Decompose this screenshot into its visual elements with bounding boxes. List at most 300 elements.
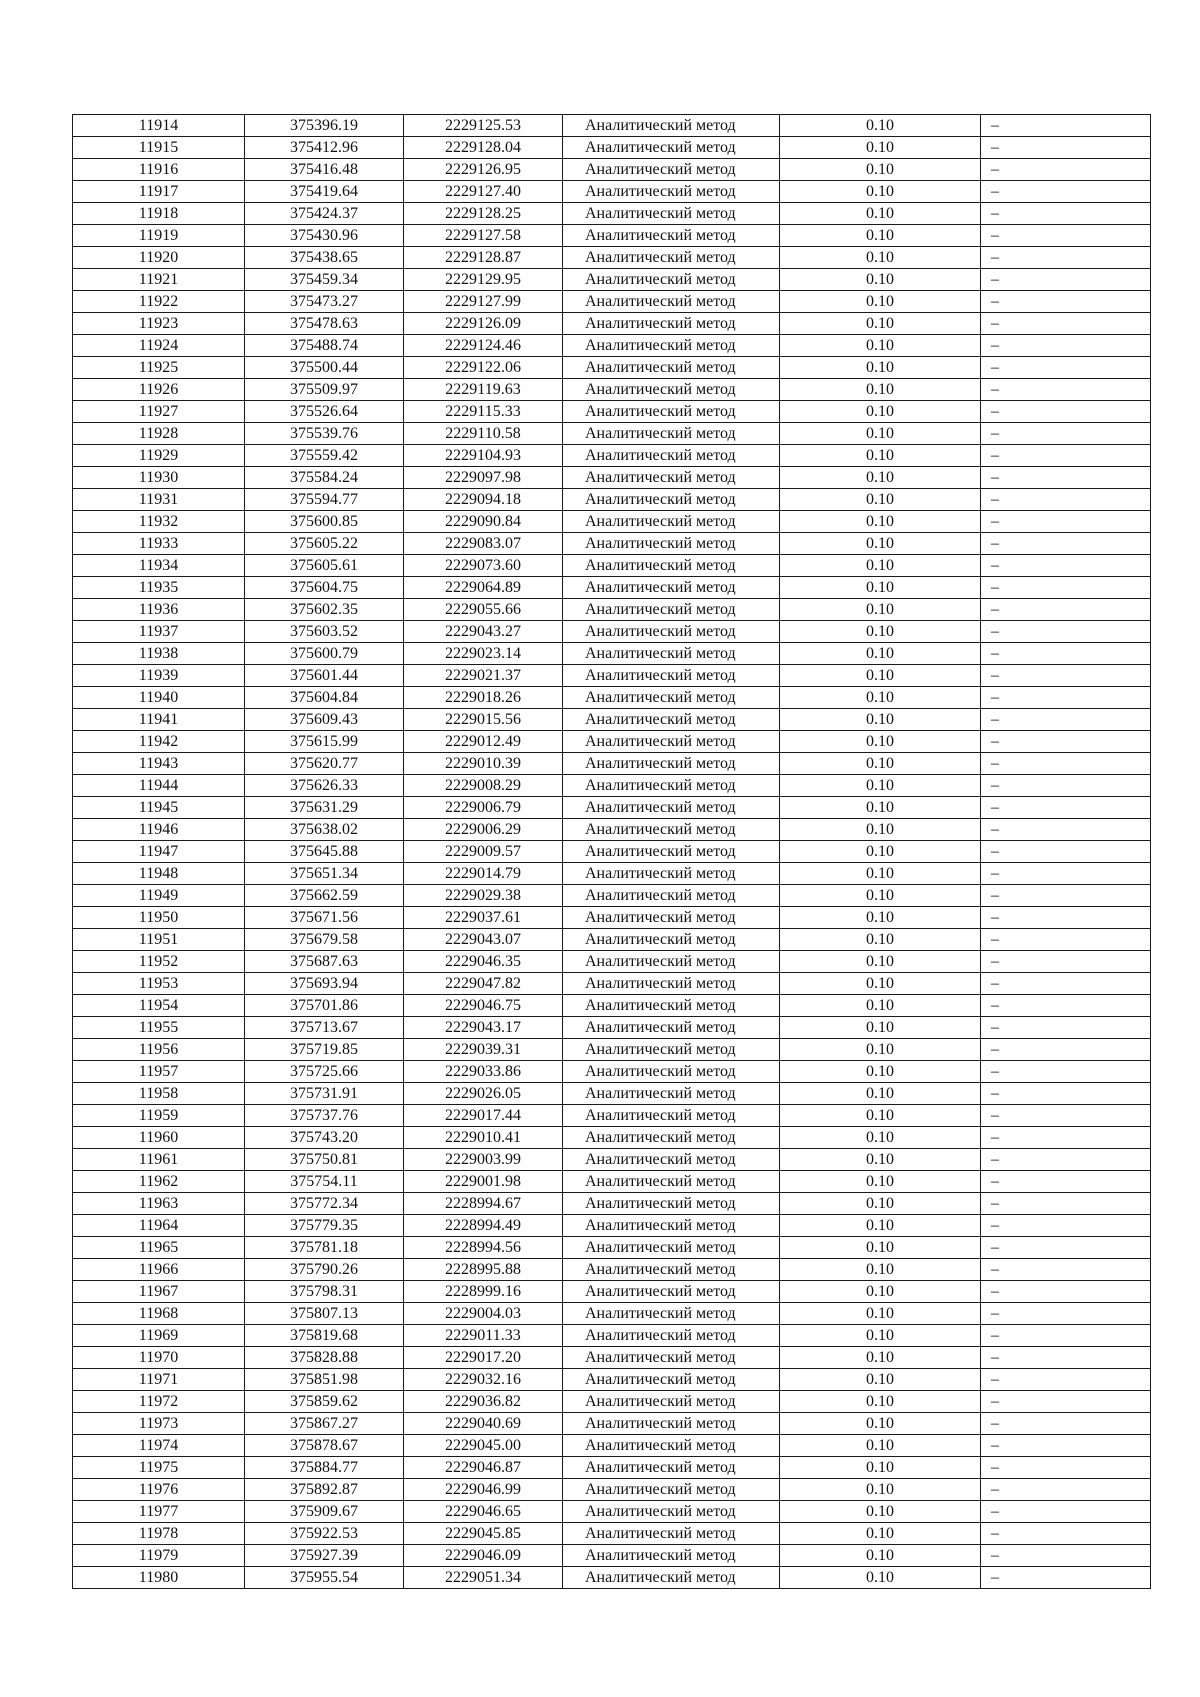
accuracy-cell: 0.10 — [780, 445, 981, 467]
y-coordinate-cell: 2229017.44 — [404, 1105, 563, 1127]
accuracy-cell: 0.10 — [780, 335, 981, 357]
y-coordinate-cell: 2229015.56 — [404, 709, 563, 731]
note-cell: – — [981, 445, 1151, 467]
table-row — [73, 1457, 1151, 1479]
x-coordinate-cell: 375687.63 — [245, 951, 404, 973]
y-coordinate-cell: 2229023.14 — [404, 643, 563, 665]
note-cell: – — [981, 709, 1151, 731]
table-row — [73, 929, 1151, 951]
x-coordinate-cell: 375615.99 — [245, 731, 404, 753]
method-cell: Аналитический метод — [563, 1391, 780, 1413]
point-number-cell: 11972 — [73, 1391, 245, 1413]
table-row — [73, 1083, 1151, 1105]
point-number-cell: 11979 — [73, 1545, 245, 1567]
method-cell: Аналитический метод — [563, 1105, 780, 1127]
accuracy-cell: 0.10 — [780, 401, 981, 423]
method-cell: Аналитический метод — [563, 775, 780, 797]
table-row — [73, 1127, 1151, 1149]
note-cell: – — [981, 467, 1151, 489]
y-coordinate-cell: 2229073.60 — [404, 555, 563, 577]
x-coordinate-cell: 375892.87 — [245, 1479, 404, 1501]
table-row — [73, 1237, 1151, 1259]
table-row — [73, 1413, 1151, 1435]
point-number-cell: 11918 — [73, 203, 245, 225]
y-coordinate-cell: 2229094.18 — [404, 489, 563, 511]
y-coordinate-cell: 2229006.79 — [404, 797, 563, 819]
accuracy-cell: 0.10 — [780, 1105, 981, 1127]
accuracy-cell: 0.10 — [780, 511, 981, 533]
accuracy-cell: 0.10 — [780, 1127, 981, 1149]
note-cell: – — [981, 1501, 1151, 1523]
note-cell: – — [981, 1545, 1151, 1567]
accuracy-cell: 0.10 — [780, 423, 981, 445]
y-coordinate-cell: 2228994.56 — [404, 1237, 563, 1259]
table-row — [73, 555, 1151, 577]
method-cell: Аналитический метод — [563, 731, 780, 753]
y-coordinate-cell: 2229046.87 — [404, 1457, 563, 1479]
method-cell: Аналитический метод — [563, 1413, 780, 1435]
point-number-cell: 11955 — [73, 1017, 245, 1039]
x-coordinate-cell: 375609.43 — [245, 709, 404, 731]
table-row — [73, 885, 1151, 907]
y-coordinate-cell: 2229018.26 — [404, 687, 563, 709]
note-cell: – — [981, 1259, 1151, 1281]
accuracy-cell: 0.10 — [780, 951, 981, 973]
x-coordinate-cell: 375828.88 — [245, 1347, 404, 1369]
table-row — [73, 599, 1151, 621]
point-number-cell: 11932 — [73, 511, 245, 533]
accuracy-cell: 0.10 — [780, 621, 981, 643]
accuracy-cell: 0.10 — [780, 1435, 981, 1457]
y-coordinate-cell: 2229128.25 — [404, 203, 563, 225]
method-cell: Аналитический метод — [563, 247, 780, 269]
accuracy-cell: 0.10 — [780, 599, 981, 621]
point-number-cell: 11963 — [73, 1193, 245, 1215]
note-cell: – — [981, 555, 1151, 577]
table-row — [73, 951, 1151, 973]
point-number-cell: 11943 — [73, 753, 245, 775]
x-coordinate-cell: 375867.27 — [245, 1413, 404, 1435]
table-row — [73, 819, 1151, 841]
x-coordinate-cell: 375859.62 — [245, 1391, 404, 1413]
note-cell: – — [981, 247, 1151, 269]
table-row — [73, 643, 1151, 665]
point-number-cell: 11978 — [73, 1523, 245, 1545]
point-number-cell: 11935 — [73, 577, 245, 599]
method-cell: Аналитический метод — [563, 709, 780, 731]
method-cell: Аналитический метод — [563, 577, 780, 599]
y-coordinate-cell: 2229046.35 — [404, 951, 563, 973]
point-number-cell: 11964 — [73, 1215, 245, 1237]
note-cell: – — [981, 1479, 1151, 1501]
note-cell: – — [981, 1127, 1151, 1149]
y-coordinate-cell: 2229033.86 — [404, 1061, 563, 1083]
accuracy-cell: 0.10 — [780, 753, 981, 775]
accuracy-cell: 0.10 — [780, 225, 981, 247]
accuracy-cell: 0.10 — [780, 1413, 981, 1435]
table-row — [73, 357, 1151, 379]
method-cell: Аналитический метод — [563, 401, 780, 423]
point-number-cell: 11937 — [73, 621, 245, 643]
note-cell: – — [981, 1347, 1151, 1369]
point-number-cell: 11929 — [73, 445, 245, 467]
note-cell: – — [981, 1171, 1151, 1193]
y-coordinate-cell: 2229122.06 — [404, 357, 563, 379]
method-cell: Аналитический метод — [563, 1017, 780, 1039]
y-coordinate-cell: 2229129.95 — [404, 269, 563, 291]
accuracy-cell: 0.10 — [780, 1237, 981, 1259]
accuracy-cell: 0.10 — [780, 1281, 981, 1303]
method-cell: Аналитический метод — [563, 863, 780, 885]
accuracy-cell: 0.10 — [780, 841, 981, 863]
note-cell: – — [981, 357, 1151, 379]
note-cell: – — [981, 599, 1151, 621]
point-number-cell: 11941 — [73, 709, 245, 731]
note-cell: – — [981, 1303, 1151, 1325]
y-coordinate-cell: 2229046.75 — [404, 995, 563, 1017]
note-cell: – — [981, 379, 1151, 401]
point-number-cell: 11958 — [73, 1083, 245, 1105]
x-coordinate-cell: 375679.58 — [245, 929, 404, 951]
accuracy-cell: 0.10 — [780, 1061, 981, 1083]
y-coordinate-cell: 2229032.16 — [404, 1369, 563, 1391]
point-number-cell: 11968 — [73, 1303, 245, 1325]
table-row — [73, 313, 1151, 335]
point-number-cell: 11980 — [73, 1567, 245, 1589]
accuracy-cell: 0.10 — [780, 775, 981, 797]
x-coordinate-cell: 375955.54 — [245, 1567, 404, 1589]
y-coordinate-cell: 2229009.57 — [404, 841, 563, 863]
x-coordinate-cell: 375509.97 — [245, 379, 404, 401]
note-cell: – — [981, 291, 1151, 313]
table-row — [73, 467, 1151, 489]
table-row — [73, 1039, 1151, 1061]
y-coordinate-cell: 2229012.49 — [404, 731, 563, 753]
accuracy-cell: 0.10 — [780, 1083, 981, 1105]
method-cell: Аналитический метод — [563, 1545, 780, 1567]
accuracy-cell: 0.10 — [780, 269, 981, 291]
method-cell: Аналитический метод — [563, 885, 780, 907]
point-number-cell: 11936 — [73, 599, 245, 621]
y-coordinate-cell: 2229128.04 — [404, 137, 563, 159]
point-number-cell: 11951 — [73, 929, 245, 951]
accuracy-cell: 0.10 — [780, 291, 981, 313]
y-coordinate-cell: 2229043.07 — [404, 929, 563, 951]
table-row — [73, 1259, 1151, 1281]
y-coordinate-cell: 2229017.20 — [404, 1347, 563, 1369]
note-cell: – — [981, 511, 1151, 533]
point-number-cell: 11952 — [73, 951, 245, 973]
y-coordinate-cell: 2229040.69 — [404, 1413, 563, 1435]
note-cell: – — [981, 841, 1151, 863]
accuracy-cell: 0.10 — [780, 1017, 981, 1039]
x-coordinate-cell: 375638.02 — [245, 819, 404, 841]
point-number-cell: 11933 — [73, 533, 245, 555]
x-coordinate-cell: 375779.35 — [245, 1215, 404, 1237]
accuracy-cell: 0.10 — [780, 1479, 981, 1501]
method-cell: Аналитический метод — [563, 1303, 780, 1325]
y-coordinate-cell: 2229001.98 — [404, 1171, 563, 1193]
y-coordinate-cell: 2229003.99 — [404, 1149, 563, 1171]
note-cell: – — [981, 753, 1151, 775]
y-coordinate-cell: 2229127.58 — [404, 225, 563, 247]
y-coordinate-cell: 2228995.88 — [404, 1259, 563, 1281]
point-number-cell: 11957 — [73, 1061, 245, 1083]
y-coordinate-cell: 2229046.09 — [404, 1545, 563, 1567]
y-coordinate-cell: 2229026.05 — [404, 1083, 563, 1105]
note-cell: – — [981, 159, 1151, 181]
accuracy-cell: 0.10 — [780, 863, 981, 885]
accuracy-cell: 0.10 — [780, 797, 981, 819]
table-row — [73, 379, 1151, 401]
x-coordinate-cell: 375693.94 — [245, 973, 404, 995]
x-coordinate-cell: 375478.63 — [245, 313, 404, 335]
method-cell: Аналитический метод — [563, 291, 780, 313]
table-row — [73, 841, 1151, 863]
table-row — [73, 1545, 1151, 1567]
note-cell: – — [981, 1281, 1151, 1303]
y-coordinate-cell: 2229029.38 — [404, 885, 563, 907]
x-coordinate-cell: 375798.31 — [245, 1281, 404, 1303]
note-cell: – — [981, 665, 1151, 687]
table-row — [73, 1149, 1151, 1171]
table-row — [73, 1435, 1151, 1457]
note-cell: – — [981, 1105, 1151, 1127]
table-row — [73, 775, 1151, 797]
x-coordinate-cell: 375620.77 — [245, 753, 404, 775]
point-number-cell: 11921 — [73, 269, 245, 291]
table-row — [73, 687, 1151, 709]
x-coordinate-cell: 375416.48 — [245, 159, 404, 181]
x-coordinate-cell: 375807.13 — [245, 1303, 404, 1325]
y-coordinate-cell: 2229064.89 — [404, 577, 563, 599]
y-coordinate-cell: 2229045.00 — [404, 1435, 563, 1457]
method-cell: Аналитический метод — [563, 841, 780, 863]
point-number-cell: 11966 — [73, 1259, 245, 1281]
x-coordinate-cell: 375671.56 — [245, 907, 404, 929]
coordinates-table-body — [73, 115, 1151, 1589]
y-coordinate-cell: 2229124.46 — [404, 335, 563, 357]
point-number-cell: 11915 — [73, 137, 245, 159]
note-cell: – — [981, 1215, 1151, 1237]
table-row — [73, 1061, 1151, 1083]
point-number-cell: 11946 — [73, 819, 245, 841]
x-coordinate-cell: 375927.39 — [245, 1545, 404, 1567]
y-coordinate-cell: 2229006.29 — [404, 819, 563, 841]
note-cell: – — [981, 335, 1151, 357]
note-cell: – — [981, 643, 1151, 665]
method-cell: Аналитический метод — [563, 1171, 780, 1193]
table-row — [73, 1017, 1151, 1039]
accuracy-cell: 0.10 — [780, 203, 981, 225]
method-cell: Аналитический метод — [563, 819, 780, 841]
note-cell: – — [981, 687, 1151, 709]
x-coordinate-cell: 375603.52 — [245, 621, 404, 643]
point-number-cell: 11934 — [73, 555, 245, 577]
method-cell: Аналитический метод — [563, 1501, 780, 1523]
x-coordinate-cell: 375750.81 — [245, 1149, 404, 1171]
point-number-cell: 11927 — [73, 401, 245, 423]
note-cell: – — [981, 269, 1151, 291]
method-cell: Аналитический метод — [563, 1215, 780, 1237]
x-coordinate-cell: 375539.76 — [245, 423, 404, 445]
accuracy-cell: 0.10 — [780, 819, 981, 841]
accuracy-cell: 0.10 — [780, 1347, 981, 1369]
x-coordinate-cell: 375424.37 — [245, 203, 404, 225]
note-cell: – — [981, 423, 1151, 445]
x-coordinate-cell: 375430.96 — [245, 225, 404, 247]
method-cell: Аналитический метод — [563, 907, 780, 929]
x-coordinate-cell: 375819.68 — [245, 1325, 404, 1347]
point-number-cell: 11965 — [73, 1237, 245, 1259]
accuracy-cell: 0.10 — [780, 1567, 981, 1589]
note-cell: – — [981, 775, 1151, 797]
accuracy-cell: 0.10 — [780, 1171, 981, 1193]
y-coordinate-cell: 2229046.65 — [404, 1501, 563, 1523]
y-coordinate-cell: 2229127.99 — [404, 291, 563, 313]
point-number-cell: 11944 — [73, 775, 245, 797]
table-row — [73, 159, 1151, 181]
table-row — [73, 1281, 1151, 1303]
method-cell: Аналитический метод — [563, 665, 780, 687]
y-coordinate-cell: 2229126.95 — [404, 159, 563, 181]
y-coordinate-cell: 2229119.63 — [404, 379, 563, 401]
table-row — [73, 863, 1151, 885]
accuracy-cell: 0.10 — [780, 1259, 981, 1281]
x-coordinate-cell: 375419.64 — [245, 181, 404, 203]
method-cell: Аналитический метод — [563, 533, 780, 555]
method-cell: Аналитический метод — [563, 951, 780, 973]
note-cell: – — [981, 1325, 1151, 1347]
table-row — [73, 115, 1151, 137]
y-coordinate-cell: 2229115.33 — [404, 401, 563, 423]
y-coordinate-cell: 2229010.39 — [404, 753, 563, 775]
note-cell: – — [981, 885, 1151, 907]
table-row — [73, 1347, 1151, 1369]
note-cell: – — [981, 1193, 1151, 1215]
point-number-cell: 11942 — [73, 731, 245, 753]
x-coordinate-cell: 375412.96 — [245, 137, 404, 159]
table-row — [73, 731, 1151, 753]
point-number-cell: 11976 — [73, 1479, 245, 1501]
point-number-cell: 11930 — [73, 467, 245, 489]
method-cell: Аналитический метод — [563, 1237, 780, 1259]
accuracy-cell: 0.10 — [780, 379, 981, 401]
table-row — [73, 665, 1151, 687]
method-cell: Аналитический метод — [563, 621, 780, 643]
accuracy-cell: 0.10 — [780, 247, 981, 269]
table-row — [73, 1369, 1151, 1391]
accuracy-cell: 0.10 — [780, 1215, 981, 1237]
x-coordinate-cell: 375601.44 — [245, 665, 404, 687]
accuracy-cell: 0.10 — [780, 555, 981, 577]
method-cell: Аналитический метод — [563, 753, 780, 775]
y-coordinate-cell: 2229043.17 — [404, 1017, 563, 1039]
point-number-cell: 11959 — [73, 1105, 245, 1127]
note-cell: – — [981, 1523, 1151, 1545]
x-coordinate-cell: 375737.76 — [245, 1105, 404, 1127]
point-number-cell: 11917 — [73, 181, 245, 203]
x-coordinate-cell: 375559.42 — [245, 445, 404, 467]
method-cell: Аналитический метод — [563, 599, 780, 621]
method-cell: Аналитический метод — [563, 1435, 780, 1457]
accuracy-cell: 0.10 — [780, 929, 981, 951]
note-cell: – — [981, 401, 1151, 423]
method-cell: Аналитический метод — [563, 1325, 780, 1347]
accuracy-cell: 0.10 — [780, 973, 981, 995]
method-cell: Аналитический метод — [563, 1061, 780, 1083]
table-row — [73, 423, 1151, 445]
point-number-cell: 11938 — [73, 643, 245, 665]
y-coordinate-cell: 2229008.29 — [404, 775, 563, 797]
x-coordinate-cell: 375713.67 — [245, 1017, 404, 1039]
method-cell: Аналитический метод — [563, 269, 780, 291]
x-coordinate-cell: 375604.75 — [245, 577, 404, 599]
table-row — [73, 269, 1151, 291]
point-number-cell: 11939 — [73, 665, 245, 687]
method-cell: Аналитический метод — [563, 1281, 780, 1303]
accuracy-cell: 0.10 — [780, 1369, 981, 1391]
x-coordinate-cell: 375600.79 — [245, 643, 404, 665]
accuracy-cell: 0.10 — [780, 995, 981, 1017]
method-cell: Аналитический метод — [563, 225, 780, 247]
note-cell: – — [981, 1369, 1151, 1391]
table-row — [73, 1501, 1151, 1523]
note-cell: – — [981, 1017, 1151, 1039]
note-cell: – — [981, 819, 1151, 841]
y-coordinate-cell: 2229043.27 — [404, 621, 563, 643]
note-cell: – — [981, 1083, 1151, 1105]
point-number-cell: 11931 — [73, 489, 245, 511]
accuracy-cell: 0.10 — [780, 1325, 981, 1347]
x-coordinate-cell: 375731.91 — [245, 1083, 404, 1105]
point-number-cell: 11949 — [73, 885, 245, 907]
accuracy-cell: 0.10 — [780, 1149, 981, 1171]
y-coordinate-cell: 2229011.33 — [404, 1325, 563, 1347]
x-coordinate-cell: 375526.64 — [245, 401, 404, 423]
table-row — [73, 1303, 1151, 1325]
table-row — [73, 797, 1151, 819]
x-coordinate-cell: 375459.34 — [245, 269, 404, 291]
x-coordinate-cell: 375851.98 — [245, 1369, 404, 1391]
y-coordinate-cell: 2228994.49 — [404, 1215, 563, 1237]
x-coordinate-cell: 375488.74 — [245, 335, 404, 357]
x-coordinate-cell: 375651.34 — [245, 863, 404, 885]
point-number-cell: 11950 — [73, 907, 245, 929]
method-cell: Аналитический метод — [563, 489, 780, 511]
y-coordinate-cell: 2229125.53 — [404, 115, 563, 137]
y-coordinate-cell: 2229090.84 — [404, 511, 563, 533]
point-number-cell: 11961 — [73, 1149, 245, 1171]
method-cell: Аналитический метод — [563, 379, 780, 401]
table-row — [73, 181, 1151, 203]
note-cell: – — [981, 995, 1151, 1017]
accuracy-cell: 0.10 — [780, 313, 981, 335]
note-cell: – — [981, 533, 1151, 555]
y-coordinate-cell: 2229083.07 — [404, 533, 563, 555]
note-cell: – — [981, 1149, 1151, 1171]
accuracy-cell: 0.10 — [780, 1545, 981, 1567]
y-coordinate-cell: 2229046.99 — [404, 1479, 563, 1501]
accuracy-cell: 0.10 — [780, 1501, 981, 1523]
y-coordinate-cell: 2229097.98 — [404, 467, 563, 489]
y-coordinate-cell: 2229014.79 — [404, 863, 563, 885]
note-cell: – — [981, 973, 1151, 995]
method-cell: Аналитический метод — [563, 181, 780, 203]
accuracy-cell: 0.10 — [780, 357, 981, 379]
accuracy-cell: 0.10 — [780, 1523, 981, 1545]
method-cell: Аналитический метод — [563, 203, 780, 225]
